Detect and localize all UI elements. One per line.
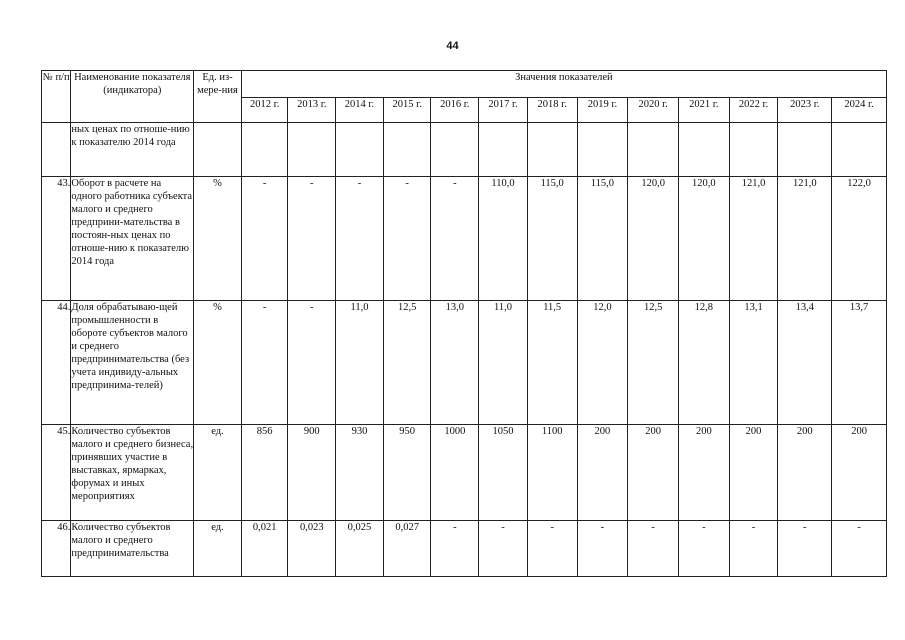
value-cell: -: [778, 521, 832, 577]
value-cell: 0,023: [288, 521, 336, 577]
value-cell: 12,0: [577, 301, 628, 425]
row-number: 44.: [42, 301, 71, 425]
value-cell: 122,0: [832, 177, 887, 301]
value-cell: [431, 123, 479, 177]
value-cell: -: [431, 177, 479, 301]
value-cell: -: [832, 521, 887, 577]
value-cell: 13,0: [431, 301, 479, 425]
indicator-name: ных ценах по отноше-нию к показателю 2014 года: [71, 123, 194, 177]
row-number: [42, 123, 71, 177]
value-cell: [383, 123, 431, 177]
indicator-unit: ед.: [194, 521, 242, 577]
value-cell: -: [479, 521, 528, 577]
value-cell: 121,0: [729, 177, 778, 301]
header-year: 2023 г.: [778, 98, 832, 123]
value-cell: 200: [628, 425, 679, 521]
value-cell: 11,0: [336, 301, 384, 425]
header-year: 2016 г.: [431, 98, 479, 123]
value-cell: -: [241, 301, 288, 425]
value-cell: 13,1: [729, 301, 778, 425]
value-cell: 930: [336, 425, 384, 521]
value-cell: 200: [577, 425, 628, 521]
indicator-unit: %: [194, 177, 242, 301]
value-cell: 13,4: [778, 301, 832, 425]
value-cell: -: [241, 177, 288, 301]
value-cell: [678, 123, 729, 177]
value-cell: -: [336, 177, 384, 301]
value-cell: -: [527, 521, 577, 577]
header-year: 2014 г.: [336, 98, 384, 123]
value-cell: [832, 123, 887, 177]
header-year: 2021 г.: [678, 98, 729, 123]
header-year: 2022 г.: [729, 98, 778, 123]
value-cell: 12,5: [628, 301, 679, 425]
value-cell: 12,5: [383, 301, 431, 425]
value-cell: 200: [832, 425, 887, 521]
value-cell: 950: [383, 425, 431, 521]
value-cell: -: [678, 521, 729, 577]
header-name: Наименование показателя (индикатора): [71, 71, 194, 123]
value-cell: -: [577, 521, 628, 577]
value-cell: -: [729, 521, 778, 577]
header-year: 2020 г.: [628, 98, 679, 123]
value-cell: -: [628, 521, 679, 577]
header-year: 2013 г.: [288, 98, 336, 123]
header-values-group: Значения показателей: [241, 71, 886, 98]
value-cell: 0,021: [241, 521, 288, 577]
header-num: № п/п: [42, 71, 71, 123]
table-row: [42, 177, 887, 301]
value-cell: 11,0: [479, 301, 528, 425]
value-cell: 1100: [527, 425, 577, 521]
value-cell: 856: [241, 425, 288, 521]
header-year: 2024 г.: [832, 98, 887, 123]
value-cell: 12,8: [678, 301, 729, 425]
value-cell: [778, 123, 832, 177]
table-row: [42, 301, 887, 425]
header-row-top: [42, 71, 887, 98]
value-cell: 200: [678, 425, 729, 521]
value-cell: 200: [778, 425, 832, 521]
value-cell: [729, 123, 778, 177]
header-year: 2017 г.: [479, 98, 528, 123]
indicators-table: [41, 70, 887, 577]
value-cell: 900: [288, 425, 336, 521]
header-year: 2019 г.: [577, 98, 628, 123]
indicator-name: Оборот в расчете на одного работника субъекта малого и среднего предприни-мательства в постоян-ных ценах по отноше-нию к показателю 2014 года: [71, 177, 194, 301]
table-row: [42, 521, 887, 577]
value-cell: [288, 123, 336, 177]
row-number: 46.: [42, 521, 71, 577]
value-cell: 200: [729, 425, 778, 521]
page-number: 44: [446, 40, 459, 52]
value-cell: 110,0: [479, 177, 528, 301]
value-cell: 120,0: [628, 177, 679, 301]
value-cell: [479, 123, 528, 177]
row-number: 43.: [42, 177, 71, 301]
value-cell: 1000: [431, 425, 479, 521]
value-cell: [527, 123, 577, 177]
value-cell: 11,5: [527, 301, 577, 425]
header-unit: Ед. из-мере-ния: [194, 71, 242, 123]
value-cell: [336, 123, 384, 177]
indicator-unit: %: [194, 301, 242, 425]
value-cell: 115,0: [577, 177, 628, 301]
value-cell: [628, 123, 679, 177]
value-cell: 1050: [479, 425, 528, 521]
indicator-name: Количество субъектов малого и среднего бизнеса, принявших участие в выставках, ярмарках, форумах и иных мероприятиях: [71, 425, 194, 521]
header-year: 2012 г.: [241, 98, 288, 123]
indicator-name: Количество субъектов малого и среднего предпринимательства: [71, 521, 194, 577]
value-cell: 0,027: [383, 521, 431, 577]
indicator-unit: [194, 123, 242, 177]
value-cell: 0,025: [336, 521, 384, 577]
indicator-unit: ед.: [194, 425, 242, 521]
value-cell: -: [383, 177, 431, 301]
value-cell: [241, 123, 288, 177]
value-cell: 121,0: [778, 177, 832, 301]
table-row: [42, 425, 887, 521]
table-row: [42, 123, 887, 177]
value-cell: -: [288, 177, 336, 301]
value-cell: 115,0: [527, 177, 577, 301]
value-cell: 13,7: [832, 301, 887, 425]
value-cell: -: [288, 301, 336, 425]
header-year: 2018 г.: [527, 98, 577, 123]
value-cell: 120,0: [678, 177, 729, 301]
indicator-name: Доля обрабатываю-щей промышленности в обороте субъектов малого и среднего предпринимательства (без учета индивиду-альных предпринима-телей): [71, 301, 194, 425]
row-number: 45.: [42, 425, 71, 521]
value-cell: -: [431, 521, 479, 577]
header-year: 2015 г.: [383, 98, 431, 123]
value-cell: [577, 123, 628, 177]
